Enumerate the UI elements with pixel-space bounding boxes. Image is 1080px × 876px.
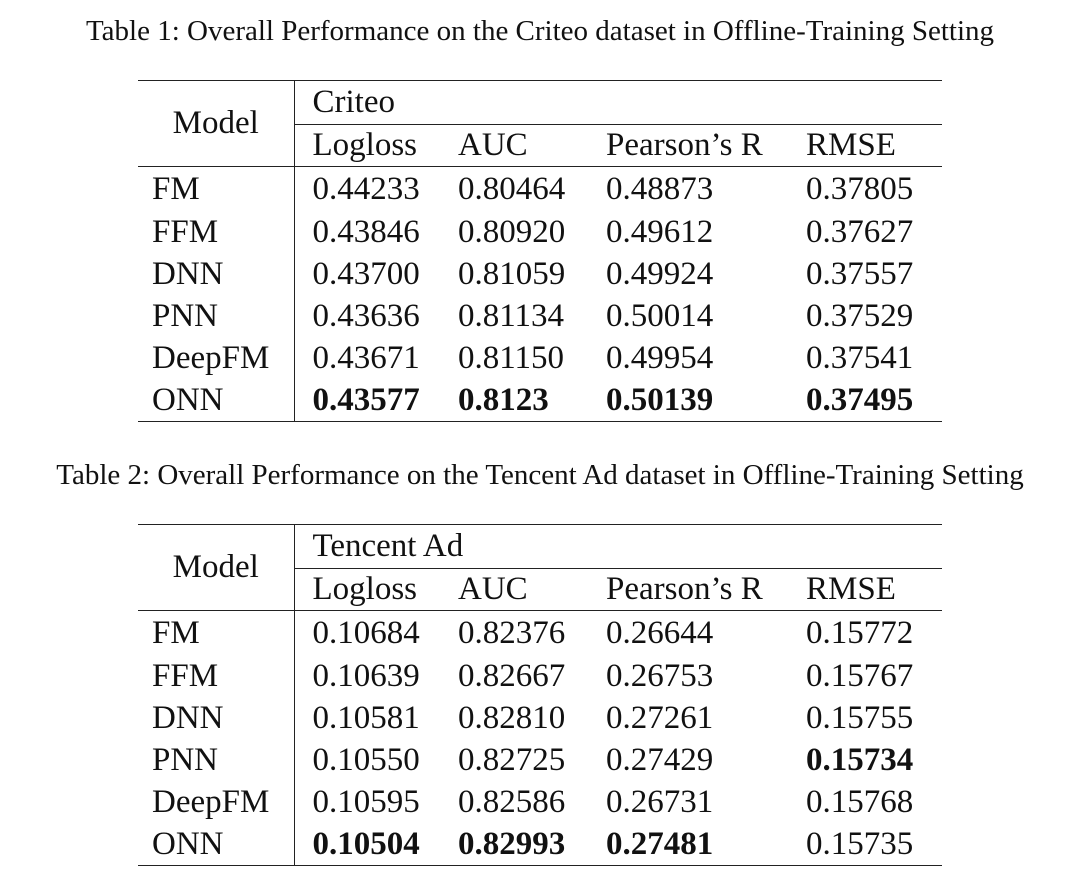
metric-value-cell: 0.10639 xyxy=(294,655,440,697)
table-1-header-row-1 xyxy=(138,81,942,125)
metric-value-cell: 0.82810 xyxy=(458,699,566,736)
metric-value-cell: 0.15734 xyxy=(806,741,914,778)
table-row xyxy=(138,823,942,866)
metric-value-cell: 0.10550 xyxy=(294,739,440,781)
metric-header-rmse: RMSE xyxy=(788,569,942,611)
model-name-cell: DeepFM xyxy=(152,783,270,820)
metric-value-cell: 0.37557 xyxy=(806,255,914,292)
metric-value-cell: 0.10595 xyxy=(294,781,440,823)
metric-value-cell: 0.80464 xyxy=(458,170,566,207)
metric-value-cell: 0.15755 xyxy=(806,699,914,736)
metric-value-cell: 0.15735 xyxy=(788,823,942,866)
metric-value-cell: 0.82586 xyxy=(458,783,566,820)
table-row xyxy=(138,211,942,253)
metric-value-cell: 0.8123 xyxy=(440,379,588,422)
table-2-header-row-1 xyxy=(138,525,942,569)
model-name-cell: FM xyxy=(152,170,200,207)
table-row xyxy=(138,253,942,295)
metric-header-auc: AUC xyxy=(440,125,588,167)
table-2 xyxy=(138,524,942,866)
metric-value-cell: 0.15768 xyxy=(806,783,914,820)
metric-value-cell: 0.43700 xyxy=(294,253,440,295)
dataset-header: Tencent Ad xyxy=(294,525,942,569)
model-name-cell: ONN xyxy=(138,823,294,866)
metric-value-cell: 0.15767 xyxy=(806,657,914,694)
metric-value-cell: 0.43636 xyxy=(294,295,440,337)
metric-value-cell: 0.10684 xyxy=(294,611,440,656)
metric-value-cell: 0.48873 xyxy=(606,170,714,207)
metric-value-cell: 0.81134 xyxy=(458,297,565,334)
metric-value-cell: 0.81059 xyxy=(458,255,566,292)
table-row xyxy=(138,739,942,781)
metric-value-cell: 0.49924 xyxy=(606,255,714,292)
metric-header-auc: AUC xyxy=(440,569,588,611)
table-row xyxy=(138,781,942,823)
table-row xyxy=(138,697,942,739)
table-2-caption: Table 2: Overall Performance on the Tencent Ad dataset in Offline-Training Setting xyxy=(56,459,1024,491)
metric-header-rmse: RMSE xyxy=(788,125,942,167)
model-name-cell: FFM xyxy=(152,213,219,250)
metric-value-cell: 0.27481 xyxy=(588,823,788,866)
model-name-cell: DNN xyxy=(152,255,224,292)
model-name-cell: DeepFM xyxy=(152,339,270,376)
metric-value-cell: 0.26753 xyxy=(606,657,714,694)
metric-value-cell: 0.26644 xyxy=(606,614,714,651)
model-column-header: Model xyxy=(138,525,294,611)
metric-value-cell: 0.50139 xyxy=(588,379,788,422)
table-row xyxy=(138,167,942,212)
metric-value-cell: 0.37541 xyxy=(806,339,914,376)
metric-value-cell: 0.50014 xyxy=(606,297,714,334)
metric-value-cell: 0.82993 xyxy=(440,823,588,866)
metric-header-logloss: Logloss xyxy=(294,125,440,167)
metric-value-cell: 0.10504 xyxy=(294,823,440,866)
metric-value-cell: 0.81150 xyxy=(458,339,565,376)
metric-value-cell: 0.49954 xyxy=(606,339,714,376)
table-row xyxy=(138,295,942,337)
table-1-caption: Table 1: Overall Performance on the Criteo dataset in Offline-Training Setting xyxy=(85,15,995,47)
dataset-header: Criteo xyxy=(294,81,942,125)
metric-value-cell: 0.43671 xyxy=(294,337,440,379)
model-name-cell: PNN xyxy=(152,297,219,334)
metric-value-cell: 0.37529 xyxy=(806,297,914,334)
metric-value-cell: 0.15772 xyxy=(806,614,914,651)
metric-value-cell: 0.82376 xyxy=(458,614,566,651)
metric-value-cell: 0.26731 xyxy=(606,783,714,820)
metric-value-cell: 0.37495 xyxy=(788,379,942,422)
model-name-cell: ONN xyxy=(138,379,294,422)
metric-value-cell: 0.49612 xyxy=(606,213,714,250)
model-column-header: Model xyxy=(138,81,294,167)
table-1-body xyxy=(138,167,942,422)
metric-value-cell: 0.37627 xyxy=(806,213,914,250)
table-row xyxy=(138,611,942,656)
metric-value-cell: 0.82667 xyxy=(458,657,566,694)
table-2-body xyxy=(138,611,942,866)
metric-value-cell: 0.43577 xyxy=(294,379,440,422)
metric-value-cell: 0.27261 xyxy=(606,699,714,736)
metric-value-cell: 0.10581 xyxy=(294,697,440,739)
metric-value-cell: 0.37805 xyxy=(806,170,914,207)
table-row xyxy=(138,379,942,422)
metric-header-pearsons-r: Pearson’s R xyxy=(588,569,788,611)
metric-value-cell: 0.27429 xyxy=(606,741,714,778)
model-name-cell: FM xyxy=(152,614,200,651)
metric-value-cell: 0.80920 xyxy=(458,213,566,250)
model-name-cell: PNN xyxy=(152,741,219,778)
table-row xyxy=(138,337,942,379)
model-name-cell: FFM xyxy=(152,657,219,694)
metric-value-cell: 0.82725 xyxy=(458,741,566,778)
table-1 xyxy=(138,80,942,422)
metric-value-cell: 0.44233 xyxy=(294,167,440,212)
model-name-cell: DNN xyxy=(152,699,224,736)
table-row xyxy=(138,655,942,697)
metric-header-pearsons-r: Pearson’s R xyxy=(588,125,788,167)
metric-value-cell: 0.43846 xyxy=(294,211,440,253)
metric-header-logloss: Logloss xyxy=(294,569,440,611)
